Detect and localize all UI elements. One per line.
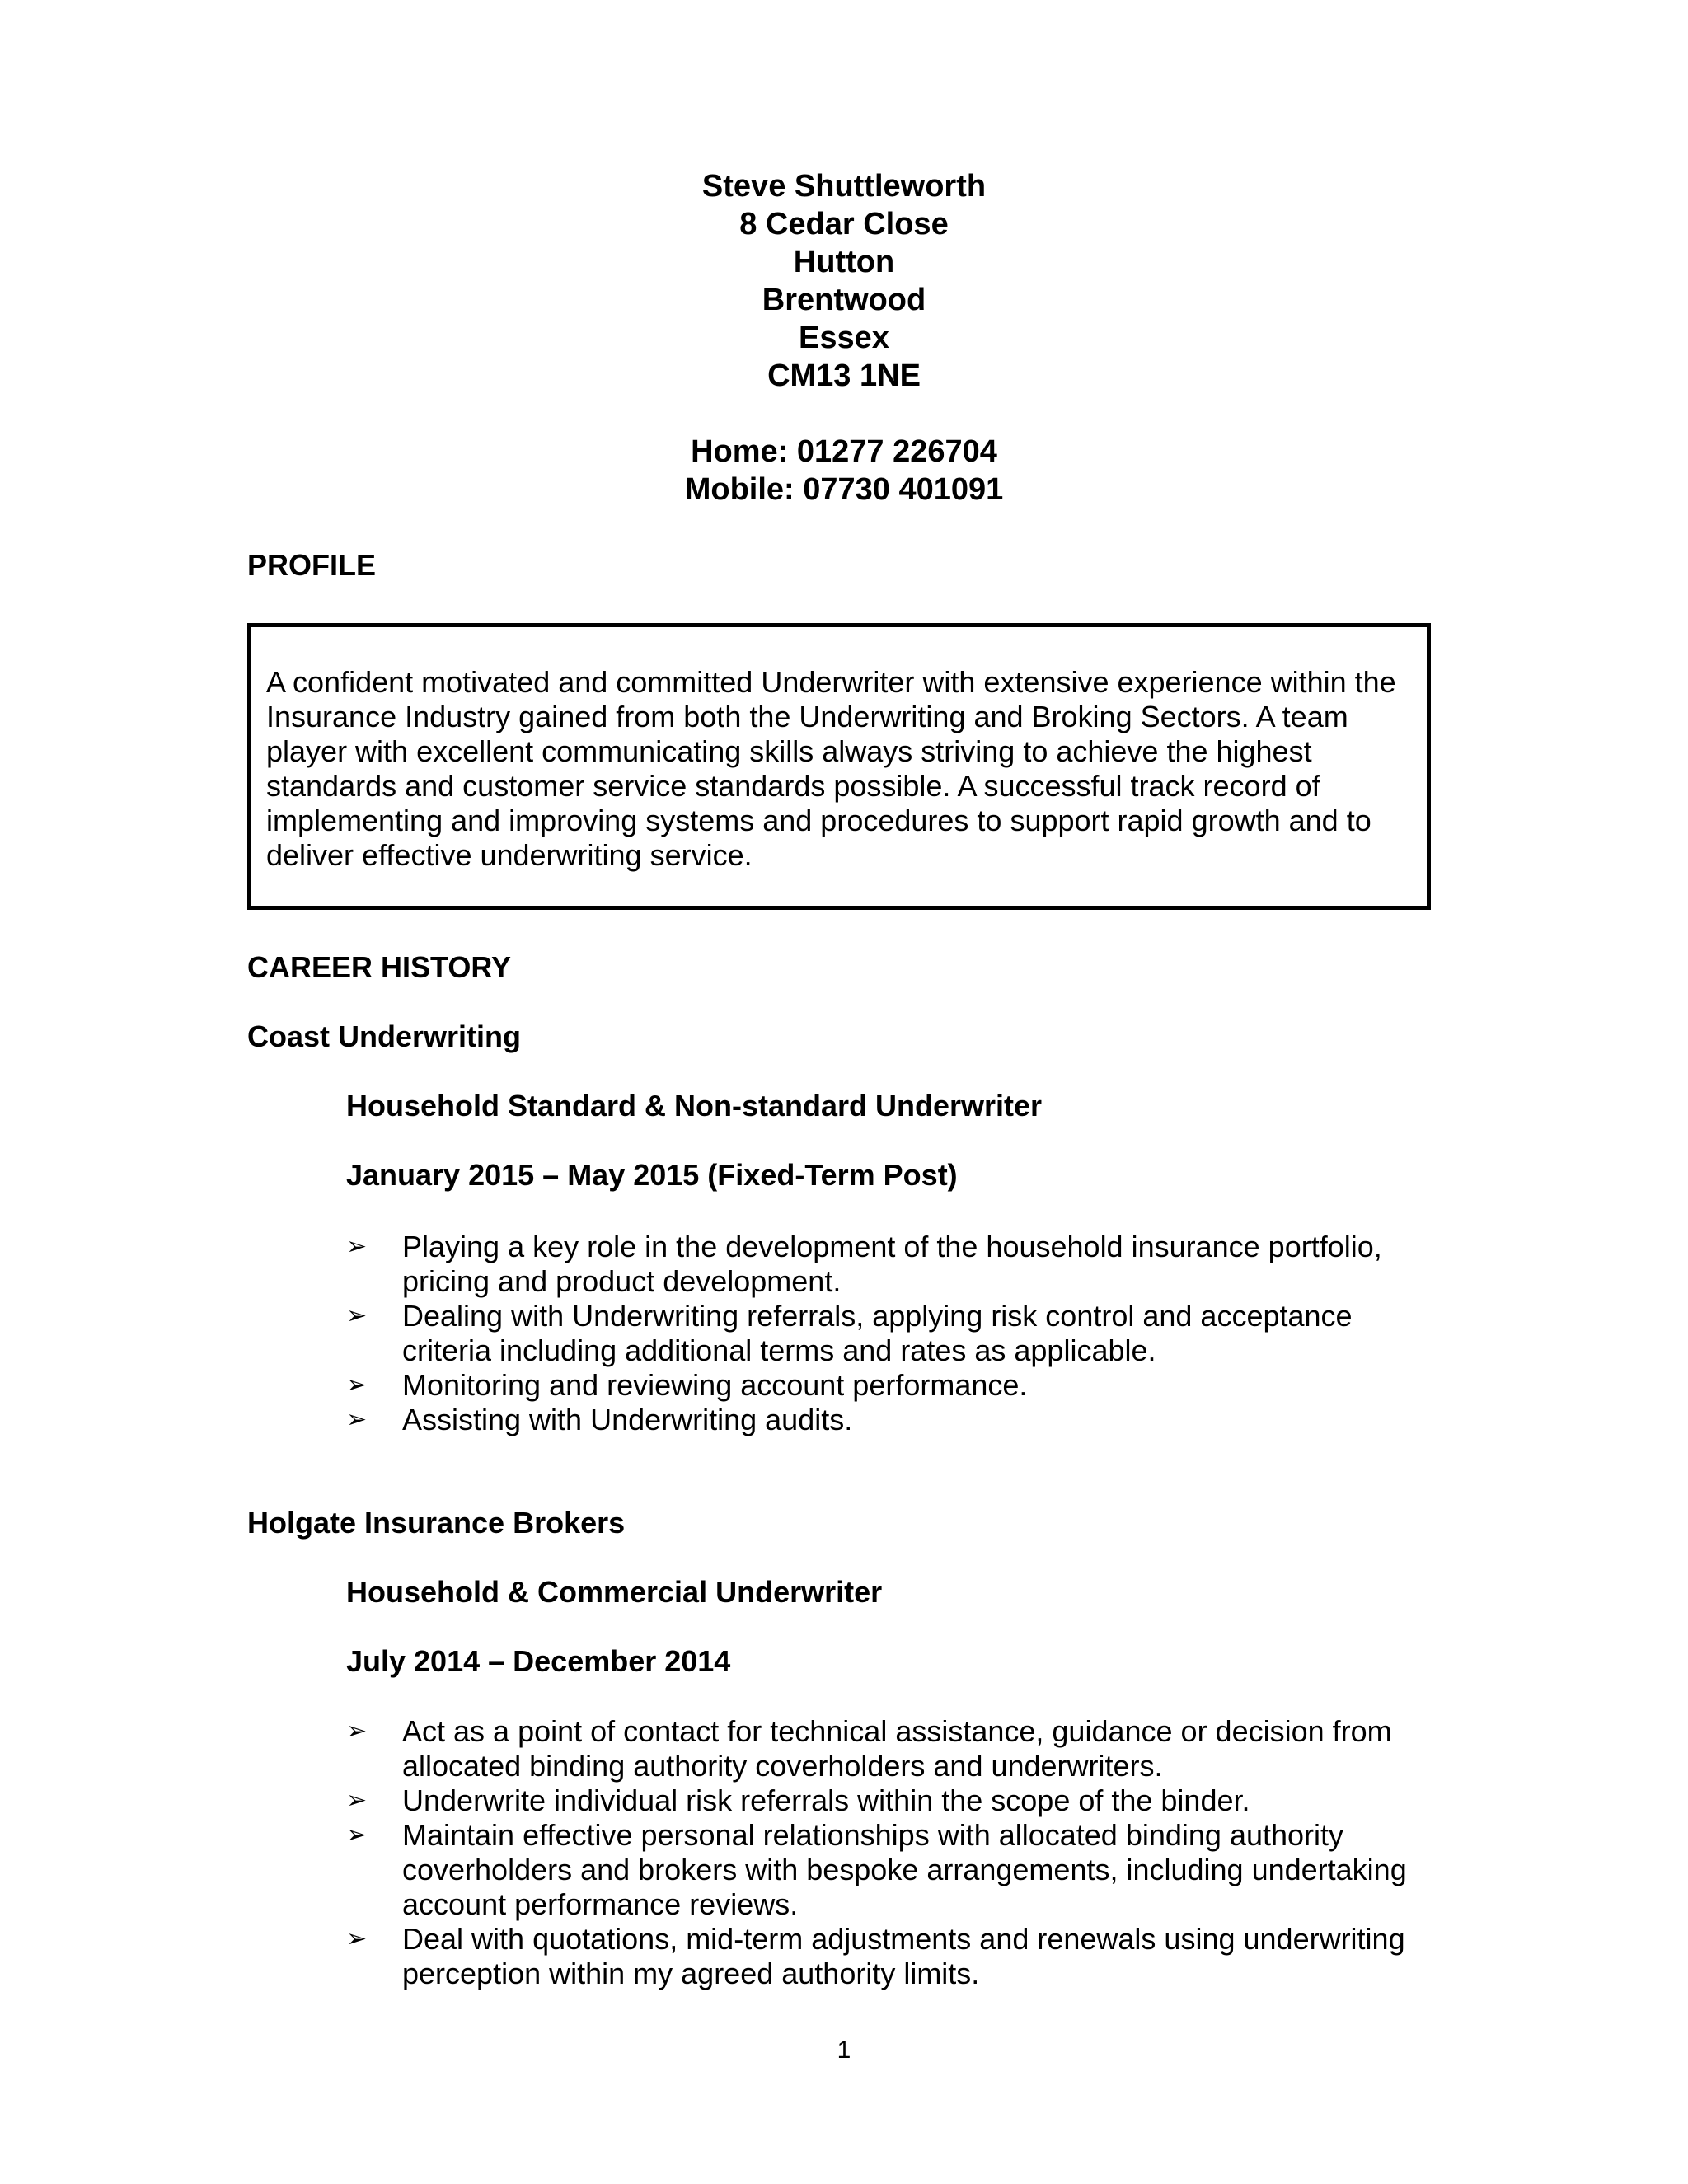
job-role: Household Standard & Non-standard Underwriter [346, 1089, 1043, 1122]
job-bullet-list [346, 1714, 1434, 1991]
arrow-bullet-icon: ➢ [346, 1787, 368, 1814]
bullet-text: Monitoring and reviewing account performance. [402, 1368, 1028, 1402]
mobile-phone: Mobile: 07730 401091 [684, 472, 1004, 507]
list-item [346, 1230, 1434, 1299]
postcode: CM13 1NE [767, 359, 921, 393]
list-item [346, 1368, 1434, 1403]
bullet-text: Dealing with Underwriting referrals, applying risk control and acceptance criteria including additional terms and rates as applicable. [402, 1299, 1353, 1367]
bullet-text: Act as a point of contact for technical assistance, guidance or decision from allocated binding authority coverholders and underwriters. [402, 1714, 1392, 1783]
job-company: Holgate Insurance Brokers [247, 1506, 626, 1540]
job-bullet-list [346, 1230, 1434, 1437]
profile-box [247, 623, 1431, 910]
address-line: Essex [799, 321, 889, 355]
page-number: 1 [837, 2036, 851, 2064]
bullet-text: Assisting with Underwriting audits. [402, 1403, 853, 1436]
header-spacer [0, 395, 1688, 433]
candidate-name: Steve Shuttleworth [701, 169, 987, 204]
bullet-text: Deal with quotations, mid-term adjustments and renewals using underwriting perception within my agreed authority limits. [402, 1922, 1405, 1990]
profile-text: A confident motivated and committed Underwriter with extensive experience within the Insurance Industry gained from both the Underwriting and Broking Sectors. A team player with excellent communicating skills always striving to achieve the highest standards and customer service standards possible. A successful track record of implementing and improving systems and procedures to support rapid growth and to deliver effective underwriting service. [266, 665, 1396, 872]
address-line: Brentwood [762, 283, 926, 317]
home-phone: Home: 01277 226704 [691, 434, 997, 469]
contact-header [0, 167, 1688, 509]
arrow-bullet-icon: ➢ [346, 1371, 368, 1399]
arrow-bullet-icon: ➢ [346, 1821, 368, 1849]
job-dates: July 2014 – December 2014 [346, 1644, 731, 1678]
list-item [346, 1403, 1434, 1437]
list-item [346, 1714, 1434, 1783]
job-role: Household & Commercial Underwriter [346, 1575, 883, 1609]
profile-heading: PROFILE [247, 548, 377, 582]
bullet-text: Playing a key role in the development of the household insurance portfolio, pricing and product development. [402, 1230, 1382, 1298]
list-item [346, 1783, 1434, 1818]
arrow-bullet-icon: ➢ [346, 1925, 368, 1952]
arrow-bullet-icon: ➢ [346, 1233, 368, 1260]
arrow-bullet-icon: ➢ [346, 1718, 368, 1745]
arrow-bullet-icon: ➢ [346, 1406, 368, 1433]
list-item [346, 1922, 1434, 1991]
bullet-text: Maintain effective personal relationships with allocated binding authority coverholders and brokers with bespoke arrangements, including undertaking account performance reviews. [402, 1818, 1407, 1921]
list-item [346, 1299, 1434, 1368]
job-dates: January 2015 – May 2015 (Fixed-Term Post) [346, 1158, 958, 1192]
arrow-bullet-icon: ➢ [346, 1302, 368, 1329]
address-line: Hutton [793, 245, 895, 279]
bullet-text: Underwrite individual risk referrals within the scope of the binder. [402, 1783, 1250, 1817]
career-history-heading: CAREER HISTORY [247, 950, 512, 984]
job-company: Coast Underwriting [247, 1019, 522, 1053]
address-line: 8 Cedar Close [739, 207, 949, 241]
list-item [346, 1818, 1434, 1922]
